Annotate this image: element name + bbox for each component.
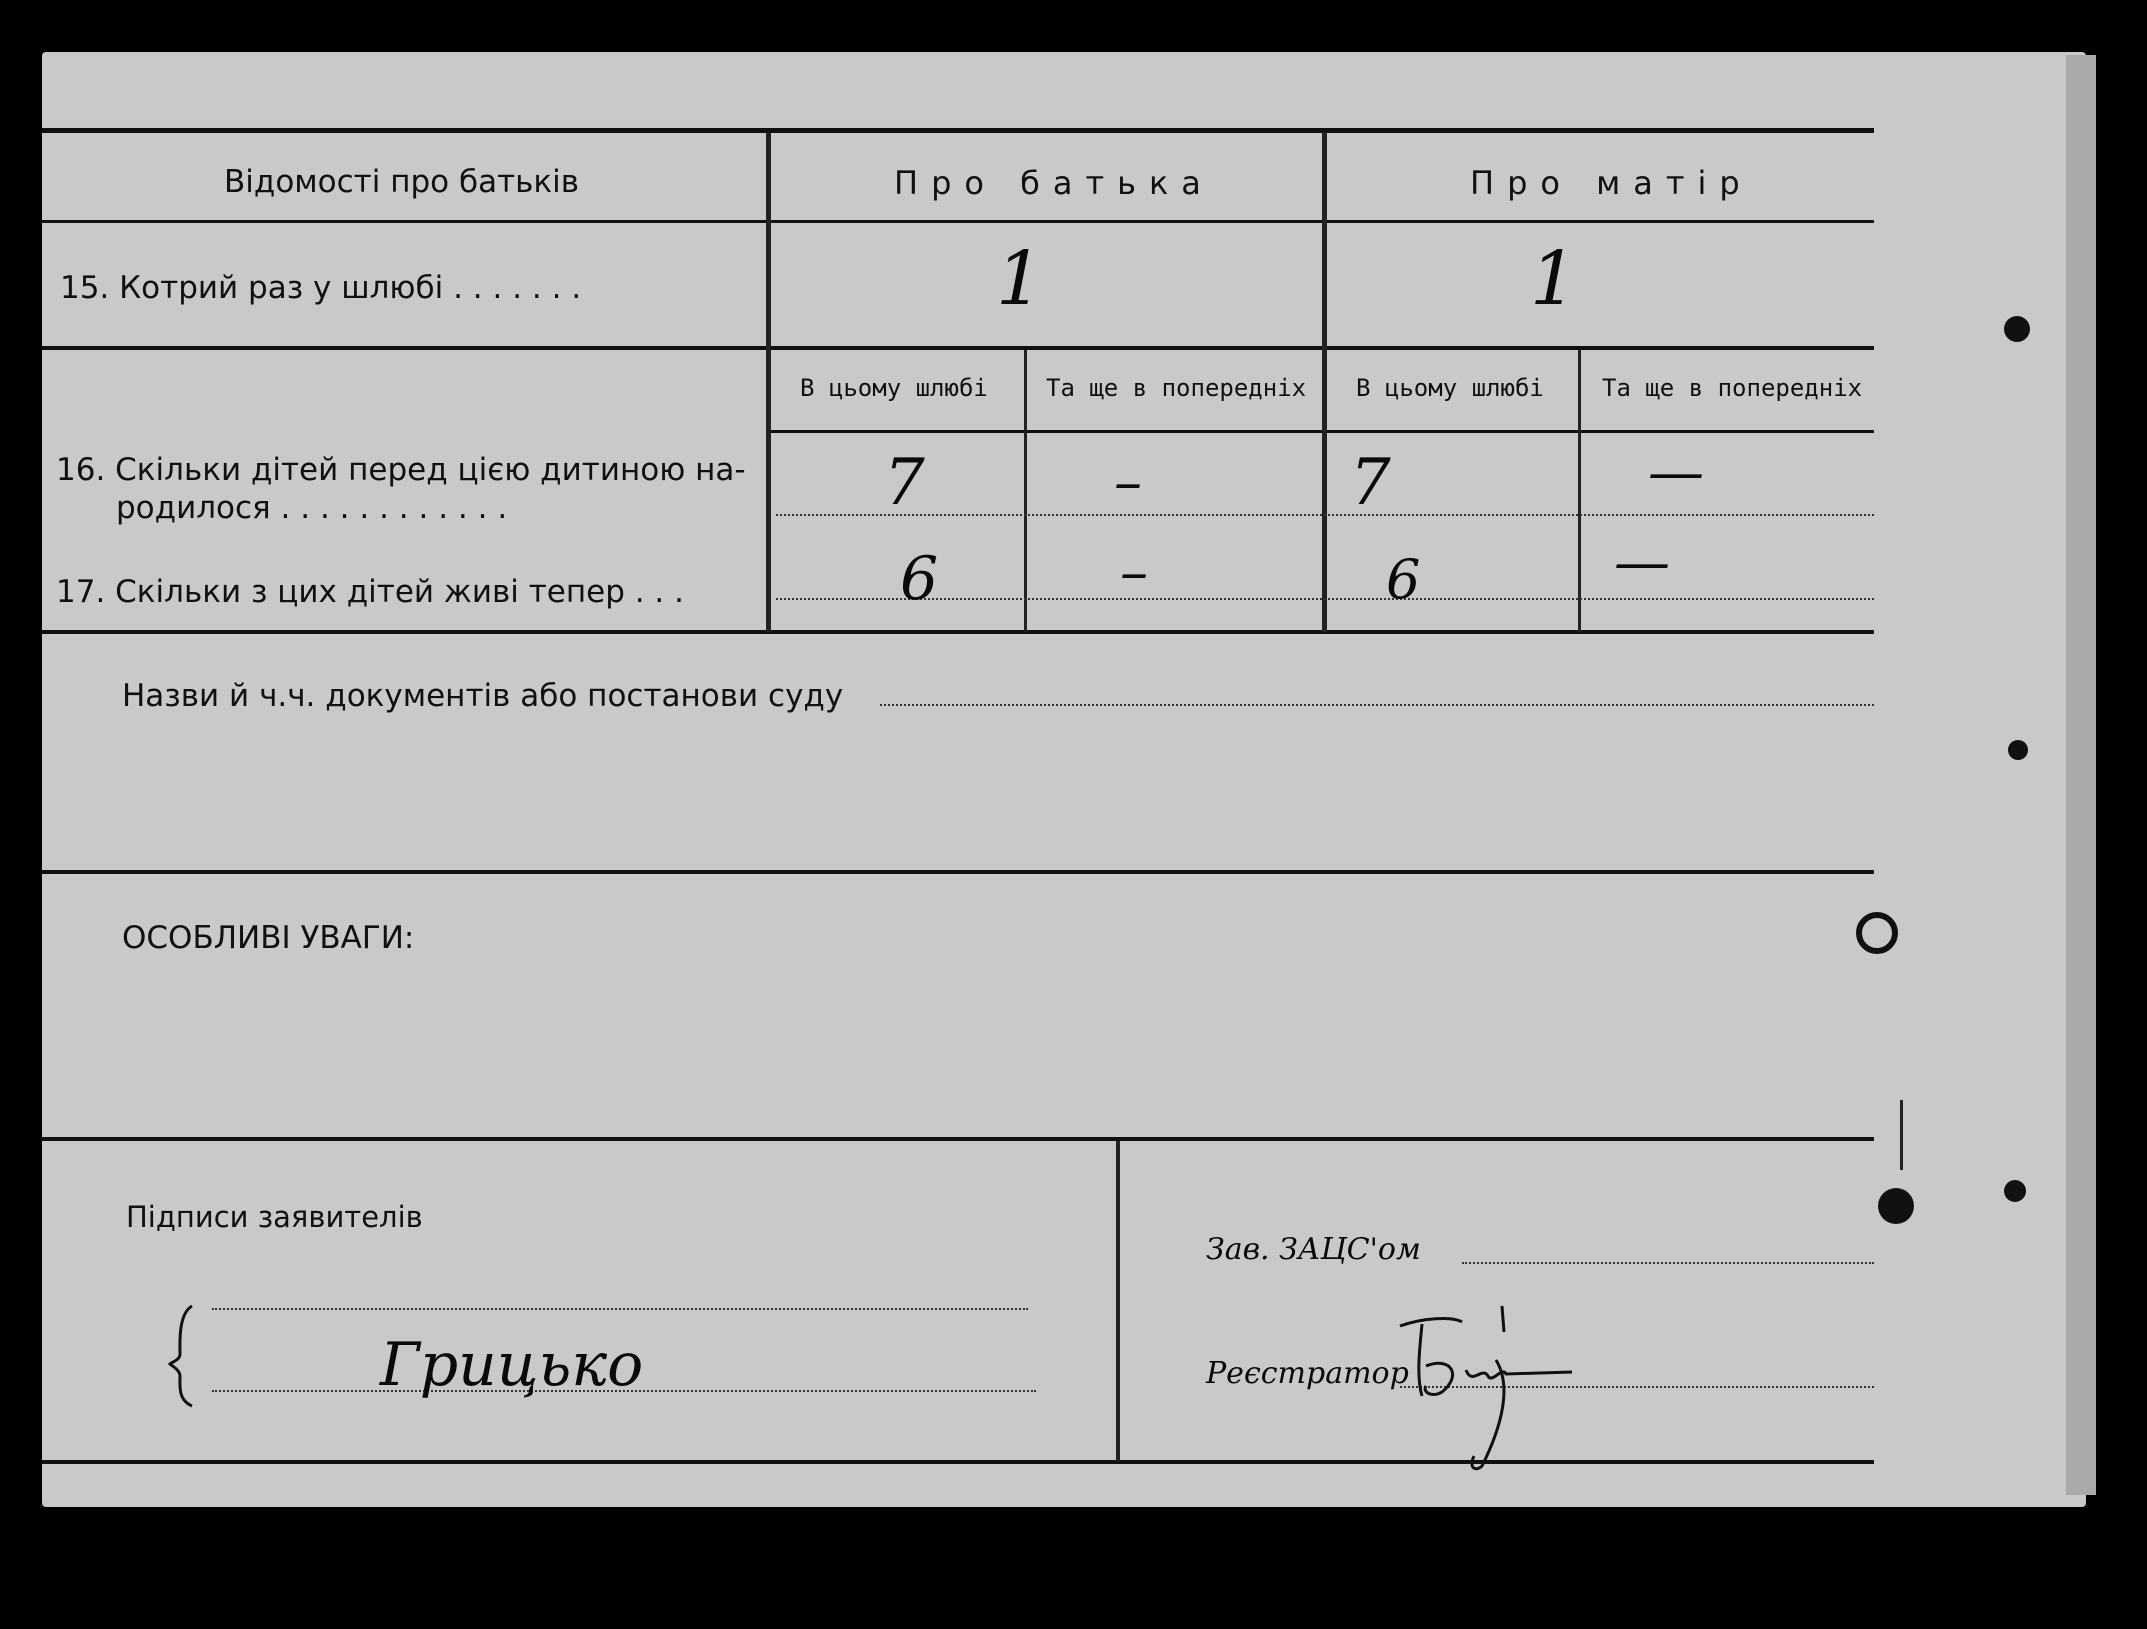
father-column-header: Про батька bbox=[894, 164, 1214, 202]
dots-row16 bbox=[776, 514, 1874, 516]
row16-mother-previous: — bbox=[1648, 440, 1704, 505]
row15-label: 15. Котрий раз у шлюбі . . . . . . . bbox=[60, 270, 582, 306]
col-divider-father-sub bbox=[1024, 350, 1027, 632]
row17-label: 17. Скільки з цих дітей живі тепер . . . bbox=[56, 574, 684, 610]
rule-documents-bottom bbox=[42, 870, 1874, 874]
dots-row17 bbox=[776, 598, 1874, 600]
father-previous-marriages-header: Та ще в попередніх bbox=[1046, 374, 1307, 402]
head-of-registry-label: Зав. ЗАЦС'ом bbox=[1206, 1232, 1421, 1267]
mother-column-header: Про матір bbox=[1470, 164, 1753, 202]
punch-hole-4 bbox=[2004, 1180, 2026, 1202]
col-divider-label bbox=[766, 132, 771, 632]
applicant-line-1 bbox=[212, 1308, 1028, 1310]
rule-table-bottom bbox=[42, 630, 1874, 634]
row17-father-previous: – bbox=[1120, 540, 1148, 605]
row17-mother-current: 6 bbox=[1386, 548, 1421, 611]
row16-label-line2: родилося . . . . . . . . . . . . bbox=[116, 490, 508, 526]
special-notes-label: ОСОБЛИВІ УВАГИ: bbox=[122, 920, 415, 956]
punch-hole-2 bbox=[2008, 740, 2028, 760]
applicants-signatures-label: Підписи заявителів bbox=[126, 1200, 423, 1234]
col-divider-father-mother bbox=[1322, 132, 1327, 632]
registrar-signature bbox=[1392, 1296, 1612, 1476]
mother-current-marriage-header: В цьому шлюбі bbox=[1356, 374, 1544, 402]
margin-tick bbox=[1900, 1100, 1903, 1170]
father-current-marriage-header: В цьому шлюбі bbox=[800, 374, 988, 402]
col-divider-signatures bbox=[1116, 1141, 1120, 1461]
rule-row15-bottom bbox=[42, 346, 1874, 350]
parents-info-header: Відомості про батьків bbox=[224, 164, 580, 200]
rule-header-bottom bbox=[42, 220, 1874, 223]
signature-brace bbox=[168, 1304, 198, 1408]
row15-mother-value: 1 bbox=[1530, 236, 1578, 322]
rule-notes-bottom bbox=[42, 1137, 1874, 1141]
head-of-registry-line bbox=[1462, 1262, 1874, 1264]
row16-father-current: 7 bbox=[884, 446, 925, 520]
row16-label-line1: 16. Скільки дітей перед цією дитиною на- bbox=[56, 452, 746, 488]
applicant-signature: Грицько bbox=[380, 1330, 644, 1400]
row17-mother-previous: — bbox=[1614, 530, 1670, 595]
row16-mother-current: 7 bbox=[1350, 446, 1391, 520]
sheet-edge bbox=[2066, 55, 2096, 1495]
documents-dotted-line bbox=[880, 704, 1874, 706]
registrar-label: Реєстратор bbox=[1206, 1356, 1409, 1391]
punch-hole-3 bbox=[1878, 1188, 1914, 1224]
row15-father-value: 1 bbox=[996, 236, 1044, 322]
row16-father-previous: – bbox=[1114, 450, 1142, 515]
rule-top bbox=[42, 128, 1874, 133]
documents-label: Назви й ч.ч. документів або постанови суду bbox=[122, 678, 844, 714]
col-divider-mother-sub bbox=[1578, 350, 1581, 632]
punch-ring bbox=[1856, 912, 1898, 954]
row17-father-current: 6 bbox=[900, 544, 939, 614]
punch-hole-1 bbox=[2004, 316, 2030, 342]
mother-previous-marriages-header: Та ще в попередніх bbox=[1602, 374, 1863, 402]
